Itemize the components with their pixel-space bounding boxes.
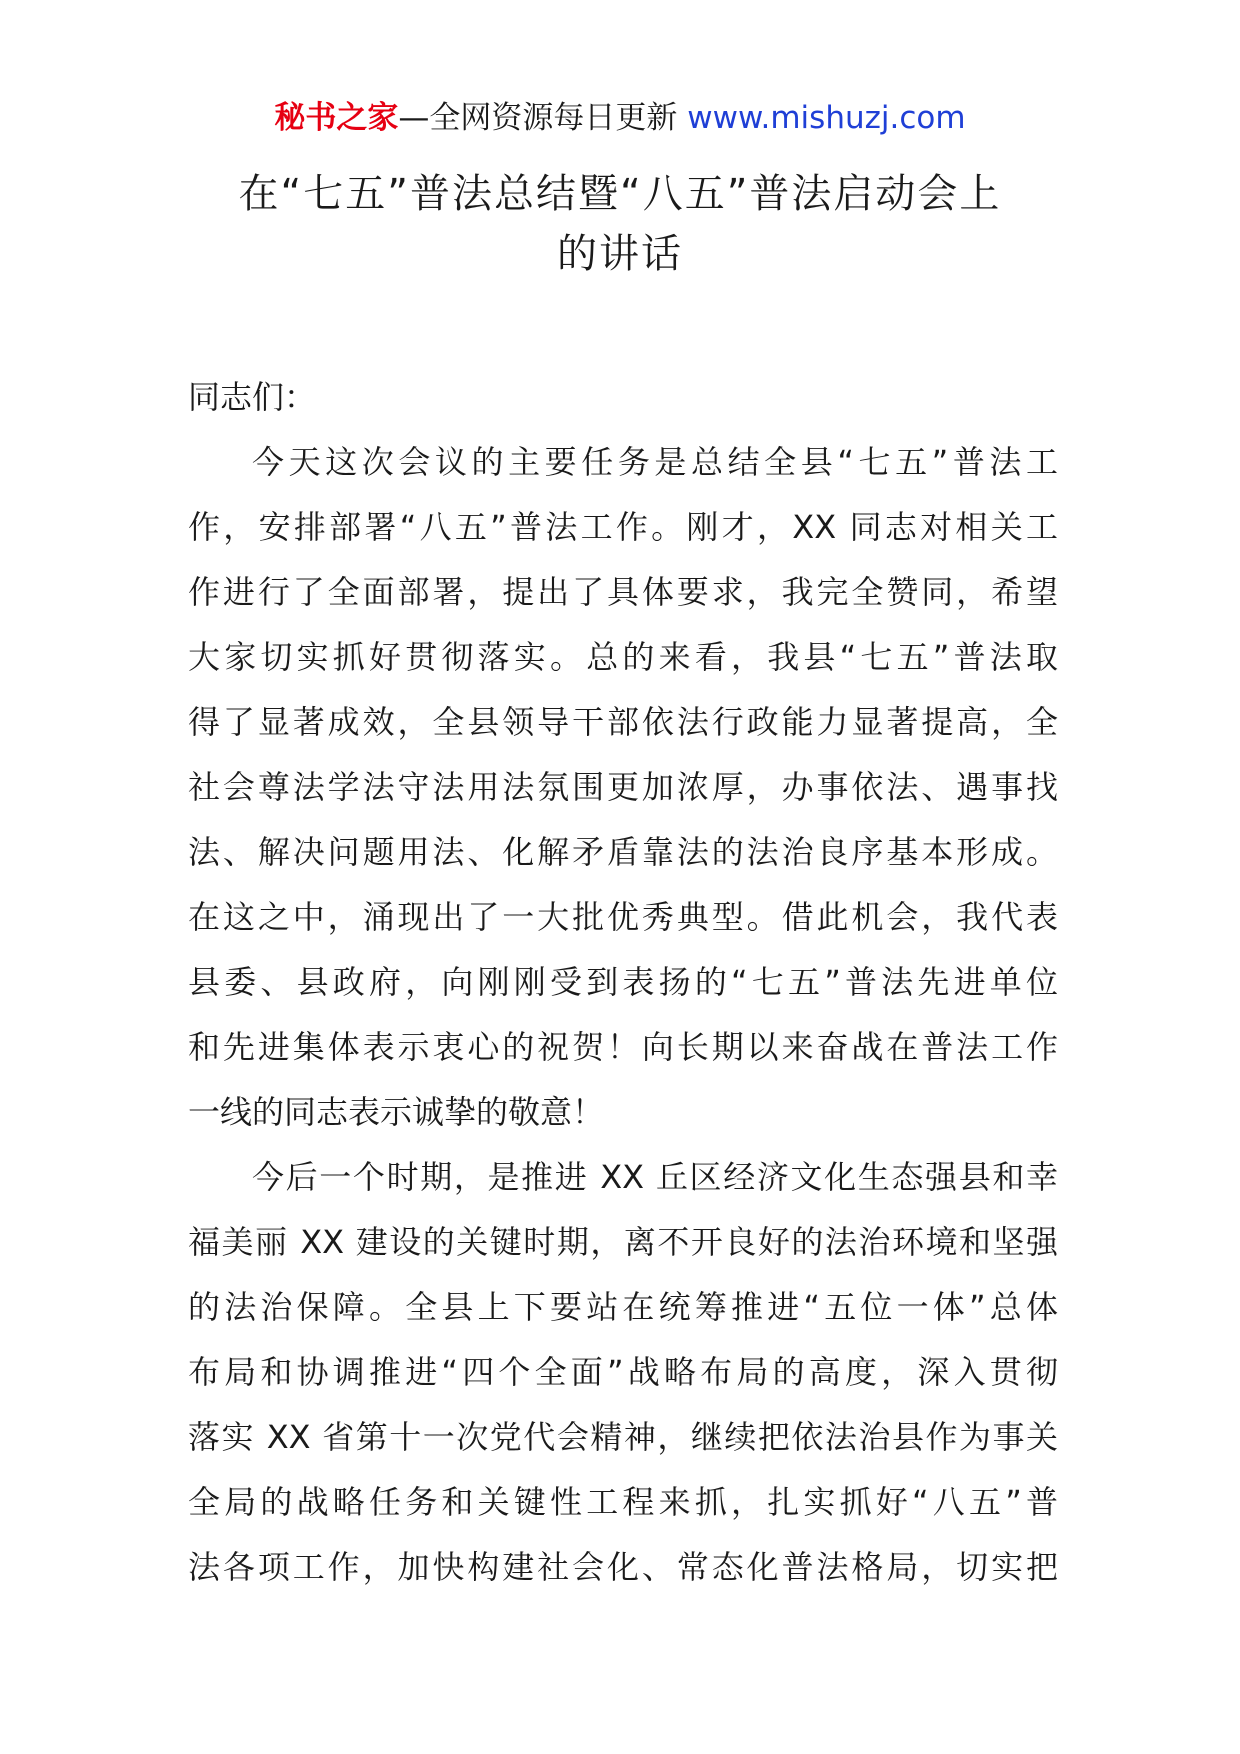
text-line: 大家切实抓好贯彻落实。总的来看，我县“七五”普法取 bbox=[188, 638, 1058, 676]
site-slogan: —全网资源每日更新 bbox=[398, 100, 678, 136]
site-url-link[interactable]: www.mishuzj.com bbox=[687, 100, 966, 136]
text-line: 作，安排部署“八五”普法工作。刚才，XX 同志对相关工 bbox=[188, 508, 1058, 546]
text-line: 法、解决问题用法、化解矛盾靠法的法治良序基本形成。 bbox=[188, 833, 1058, 871]
text-line: 作进行了全面部署，提出了具体要求，我完全赞同，希望 bbox=[188, 573, 1058, 611]
title-line-2: 的讲话 bbox=[557, 231, 683, 277]
site-brand: 秘书之家 bbox=[274, 100, 399, 136]
text-line: 今天这次会议的主要任务是总结全县“七五”普法工 bbox=[252, 443, 1058, 481]
text-line: 一线的同志表示诚挚的敬意！ bbox=[188, 1093, 605, 1131]
site-header bbox=[0, 98, 1240, 138]
text-line: 和先进集体表示衷心的祝贺！向长期以来奋战在普法工作 bbox=[188, 1028, 1058, 1066]
text-line: 在这之中，涌现出了一大批优秀典型。借此机会，我代表 bbox=[188, 898, 1058, 936]
paragraph-2 bbox=[188, 1145, 1058, 1600]
text-line: 得了显著成效，全县领导干部依法行政能力显著提高，全 bbox=[188, 703, 1058, 741]
text-line: 的法治保障。全县上下要站在统筹推进“五位一体”总体 bbox=[188, 1288, 1058, 1326]
document-body bbox=[188, 365, 1058, 1600]
text-line: 今后一个时期，是推进 XX 丘区经济文化生态强县和幸 bbox=[252, 1158, 1058, 1196]
title-line-1: 在“七五”普法总结暨“八五”普法启动会上 bbox=[238, 171, 1002, 217]
document-title bbox=[150, 164, 1090, 284]
text-line: 落实 XX 省第十一次党代会精神，继续把依法治县作为事关 bbox=[188, 1418, 1058, 1456]
text-line: 福美丽 XX 建设的关键时期，离不开良好的法治环境和坚强 bbox=[188, 1223, 1058, 1261]
text-line: 布局和协调推进“四个全面”战略布局的高度，深入贯彻 bbox=[188, 1353, 1058, 1391]
paragraph-1 bbox=[188, 430, 1058, 1145]
text-line: 社会尊法学法守法用法氛围更加浓厚，办事依法、遇事找 bbox=[188, 768, 1058, 806]
salutation: 同志们： bbox=[188, 378, 317, 416]
text-line: 全局的战略任务和关键性工程来抓，扎实抓好“八五”普 bbox=[188, 1483, 1058, 1521]
text-line: 县委、县政府，向刚刚受到表扬的“七五”普法先进单位 bbox=[188, 963, 1058, 1001]
text-line: 法各项工作，加快构建社会化、常态化普法格局，切实把 bbox=[188, 1548, 1058, 1586]
